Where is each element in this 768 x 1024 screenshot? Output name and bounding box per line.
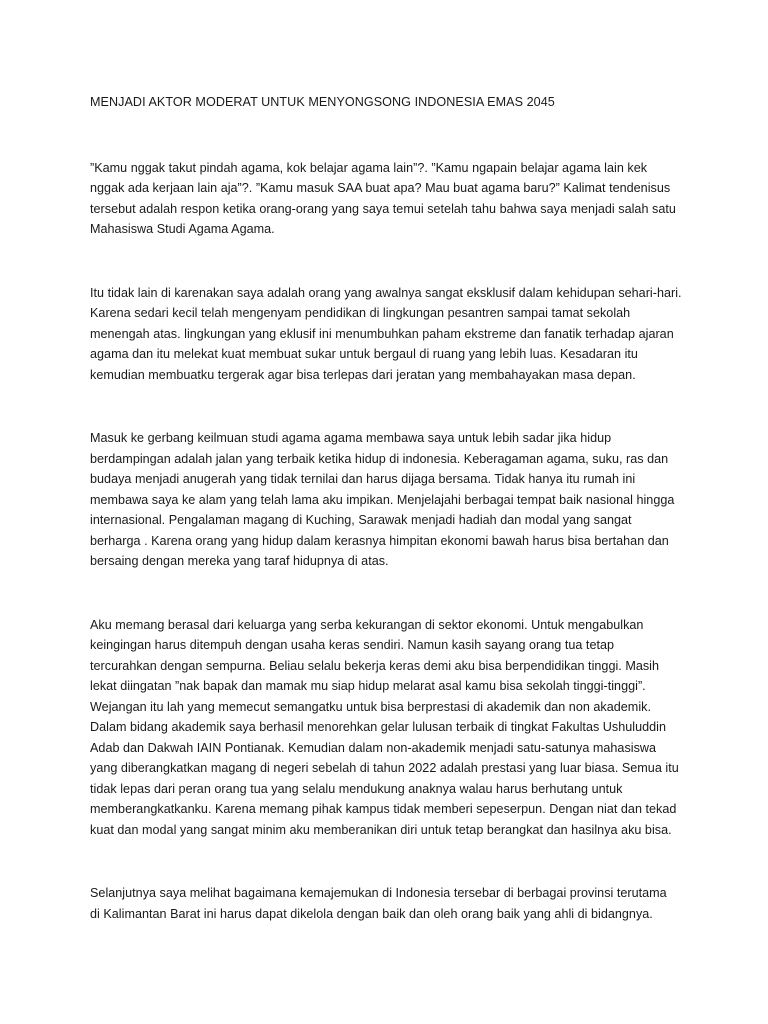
paragraph-line: nggak ada kerjaan lain aja”?. ”Kamu masuk SAA buat apa? Mau buat agama baru?” Kalimat tendenisus xyxy=(90,181,671,195)
paragraph-line: berharga . Karena orang yang hidup dalam kerasnya himpitan ekonomi bawah harus bisa bertahan dan xyxy=(90,533,669,548)
paragraph-line: internasional. Pengalaman magang di Kuching, Sarawak menjadi hadiah dan modal yang sangat xyxy=(90,513,632,527)
document-title: MENJADI AKTOR MODERAT UNTUK MENYONGSONG INDONESIA EMAS 2045 xyxy=(90,95,555,109)
paragraph-line: memberangkatkanku. Karena memang pihak kampus tidak memberi sepeserpun. Dengan niat dan tekad xyxy=(90,802,677,816)
paragraph-line: Aku memang berasal dari keluarga yang serba kekurangan di sektor ekonomi. Untuk mengabulkan xyxy=(90,617,644,632)
paragraph-line: Mahasiswa Studi Agama Agama. xyxy=(90,222,275,236)
paragraph-line: Wejangan itu lah yang memecut semangatku untuk bisa berprestasi di akademik dan non akademik. xyxy=(90,699,651,714)
paragraph-line: yang diberangkatkan magang di negeri sebelah di tahun 2022 adalah prestasi yang luar biasa. Semua itu xyxy=(90,761,679,775)
paragraph-line: Selanjutnya saya melihat bagaimana kemajemukan di Indonesia tersebar di berbagai provinsi terutama xyxy=(90,886,667,900)
paragraph-line: tercurahkan dengan sempurna. Beliau selalu bekerja keras demi aku bisa berpendidikan tinggi. Masih xyxy=(90,658,660,673)
paragraph-line: Adab dan Dakwah IAIN Pontianak. Kemudian dalam non-akademik menjadi satu-satunya mahasiswa xyxy=(90,740,657,755)
paragraph-line: bersaing dengan mereka yang taraf hidupnya di atas. xyxy=(90,554,389,568)
paragraph-line: lekat diingatan ”nak bapak dan mamak mu siap hidup melarat asal kamu bisa sekolah tinggi-tinggi”. xyxy=(90,679,646,693)
paragraph-line: keingingan harus ditempuh dengan usaha keras sendiri. Namun kasih sayang orang tua tetap xyxy=(90,638,615,652)
paragraph-line: tidak lepas dari peran orang tua yang selalu mendukung anaknya walau harus berhutang untuk xyxy=(90,781,623,796)
paragraph-line: kuat dan modal yang sangat minim aku memberanikan diri untuk tetap berangkat dan hasilnya aku bisa. xyxy=(90,822,672,837)
paragraph-5 xyxy=(90,883,690,924)
paragraph-2 xyxy=(90,283,690,386)
paragraph-3 xyxy=(90,428,690,572)
paragraph-1 xyxy=(90,158,690,240)
paragraph-4 xyxy=(90,615,690,841)
paragraph-line: ”Kamu nggak takut pindah agama, kok belajar agama lain”?. ”Kamu ngapain belajar agama lain kek xyxy=(90,160,648,175)
paragraph-line: menengah atas. lingkungan yang eklusif ini menumbuhkan paham ekstreme dan fanatik terhadap ajaran xyxy=(90,326,674,341)
document-body xyxy=(90,92,690,967)
paragraph-line: Karena sedari kecil telah mengenyam pendidikan di lingkungan pesantren sampai tamat sekolah xyxy=(90,306,631,320)
paragraph-line: Itu tidak lain di karenakan saya adalah orang yang awalnya sangat eksklusif dalam kehidupan sehari-hari. xyxy=(90,285,682,300)
paragraph-line: budaya menjadi anugerah yang tidak ternilai dan harus dijaga bersama. Tidak hanya itu rumah ini xyxy=(90,472,636,486)
paragraph-line: Masuk ke gerbang keilmuan studi agama agama membawa saya untuk lebih sadar jika hidup xyxy=(90,431,612,445)
paragraph-line: kemudian membuatku tergerak agar bisa terlepas dari jeratan yang membahayakan masa depan. xyxy=(90,367,636,382)
paragraph-line: di Kalimantan Barat ini harus dapat dikelola dengan baik dan oleh orang baik yang ahli di bidangnya. xyxy=(90,906,653,921)
paragraph-line: berdampingan adalah jalan yang terbaik ketika hidup di indonesia. Keberagaman agama, suku, ras dan xyxy=(90,451,669,466)
paragraph-line: membawa saya ke alam yang telah lama aku impikan. Menjelajahi berbagai tempat baik nasional hingga xyxy=(90,492,675,507)
paragraph-line: Dalam bidang akademik saya berhasil menorehkan gelar lulusan terbaik di tingkat Fakultas Ushuluddin xyxy=(90,720,667,734)
paragraph-line: agama dan itu melekat kuat membuat sukar untuk bergaul di ruang yang lebih luas. Kesadaran itu xyxy=(90,347,638,361)
paragraph-line: tersebut adalah respon ketika orang-orang yang saya temui setelah tahu bahwa saya menjadi salah satu xyxy=(90,201,676,216)
